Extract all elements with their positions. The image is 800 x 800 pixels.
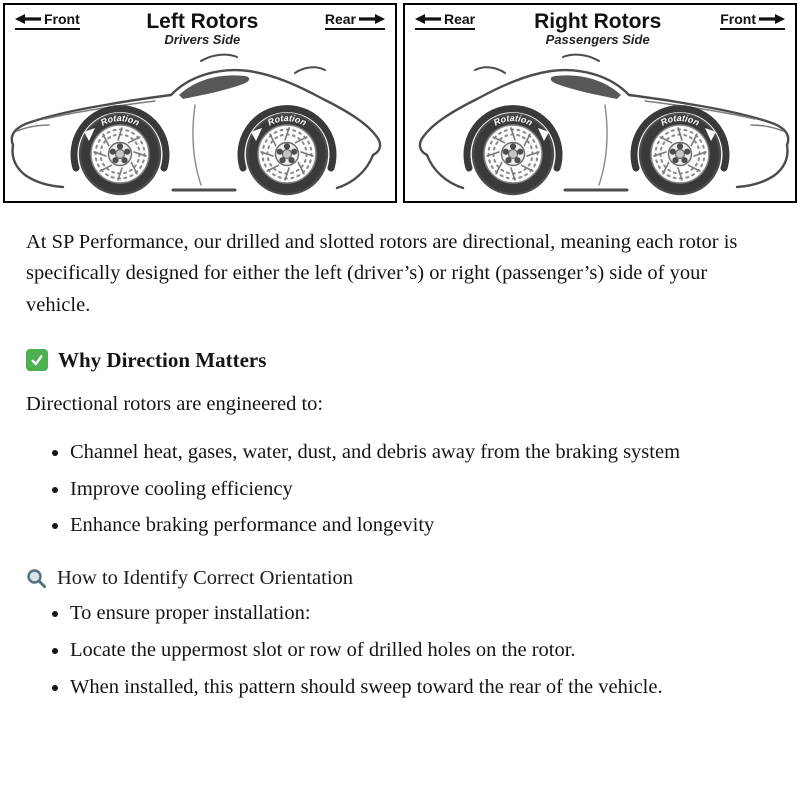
why-direction-title: Why Direction Matters — [58, 347, 267, 372]
right-panel-header — [405, 5, 795, 47]
arrow-left-icon — [415, 14, 441, 24]
rear-direction-label — [415, 11, 475, 30]
rotation-label-front-right: Rotation — [491, 112, 535, 128]
engineered-lead: Directional rotors are engineered to: — [26, 392, 324, 415]
rear-direction-label — [325, 11, 385, 30]
front-direction-label — [720, 11, 785, 30]
list-item: • Improve cooling efficiency — [70, 474, 774, 505]
right-panel-titles — [534, 11, 661, 47]
identify-title: How to Identify Correct Orientation — [57, 567, 354, 589]
rotor-direction-diagram — [0, 0, 800, 203]
intro-paragraph: At SP Performance, our drilled and slotted rotors are directional, meaning each rotor is specifically designed for either the left (driver’s) or right (passenger’s) side of your vehicle. — [26, 230, 738, 317]
rotation-label-rear-left: Rotation — [265, 112, 309, 128]
identify-list — [26, 598, 774, 702]
right-car-illustration — [405, 49, 795, 201]
front-direction-label — [15, 11, 80, 30]
check-icon — [26, 349, 48, 371]
rotation-label-rear-right: Rotation — [658, 112, 702, 128]
right-panel-subtitle: Passengers Side — [545, 32, 650, 48]
arrow-right-icon — [359, 14, 385, 24]
left-car-illustration — [5, 49, 395, 201]
rear-label-text: Rear — [444, 11, 476, 27]
left-rotors-panel — [3, 3, 397, 203]
right-rotors-panel — [403, 3, 797, 203]
article-body — [0, 203, 800, 751]
arrow-left-icon — [15, 14, 41, 24]
magnifier-icon — [26, 568, 47, 589]
rotation-label-front-left: Rotation — [98, 112, 142, 128]
list-item: • When installed, this pattern should sweep toward the rear of the vehicle. — [70, 672, 774, 703]
left-panel-titles — [146, 11, 258, 47]
arrow-right-icon — [759, 14, 785, 24]
list-item: • Locate the uppermost slot or row of drilled holes on the rotor. — [70, 635, 774, 666]
left-panel-subtitle: Drivers Side — [164, 32, 241, 48]
identify-heading — [26, 567, 774, 590]
front-label-text: Front — [44, 11, 80, 27]
left-panel-title: Left Rotors — [146, 10, 259, 33]
rear-label-text: Rear — [324, 11, 356, 27]
list-item: • To ensure proper installation: — [70, 598, 774, 629]
why-direction-heading — [26, 348, 774, 373]
list-item: • Channel heat, gases, water, dust, and debris away from the braking system — [70, 437, 774, 468]
why-direction-list — [26, 437, 774, 541]
front-label-text: Front — [720, 11, 756, 27]
list-item: • Enhance braking performance and longevity — [70, 510, 774, 541]
right-panel-title: Right Rotors — [534, 10, 662, 33]
left-panel-header — [5, 5, 395, 47]
